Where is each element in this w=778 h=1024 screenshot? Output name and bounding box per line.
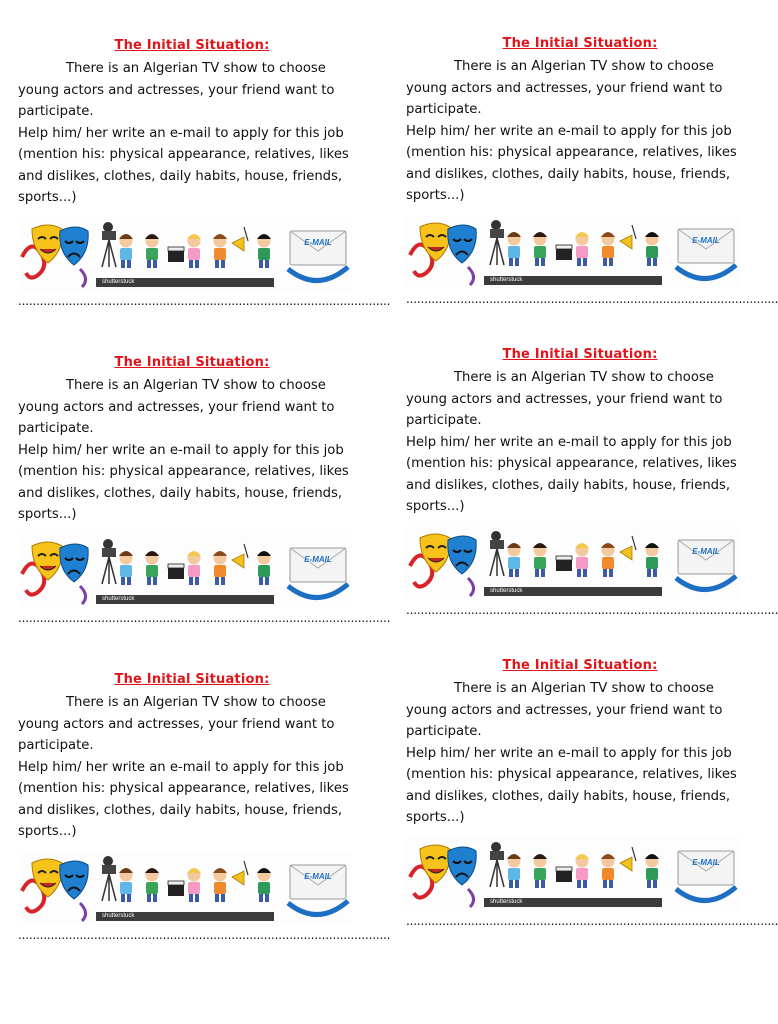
megaphone-icon: [620, 225, 636, 249]
answer-line[interactable]: .......................................................................................................: [18, 293, 391, 308]
card-task-text: Help him/ her write an e-mail to apply for this job (mention his: physical appearance, relatives, likes and dislikes, clothes, daily habits, house, friends, sports...): [406, 123, 737, 203]
worksheet-card-5: [18, 672, 391, 942]
card-intro-text: There is an Algerian TV show to choose young actors and actresses, your friend want to participate.: [18, 378, 335, 436]
card-title: The Initial Situation:: [114, 355, 270, 370]
megaphone-icon: [232, 544, 248, 568]
child-actor-icon: [187, 551, 201, 585]
watermark-text: shutterstuck: [490, 898, 523, 905]
comedy-tragedy-masks-icon: [420, 534, 476, 574]
watermark-text: shutterstuck: [490, 276, 523, 283]
email-envelope-icon: [288, 548, 348, 598]
megaphone-icon: [620, 536, 636, 560]
child-actor-icon: [145, 551, 159, 585]
child-actor-icon: [257, 234, 271, 268]
child-actor-icon: [507, 543, 521, 577]
card-task-text: Help him/ her write an e-mail to apply for this job (mention his: physical appearance, relatives, likes and dislikes, clothes, daily habits, house, friends, sports...): [406, 745, 737, 825]
child-actor-icon: [507, 854, 521, 888]
theatre-banner-image: [406, 526, 740, 600]
clapperboard-icon: [556, 245, 572, 260]
theatre-banner-image: [406, 837, 740, 911]
comedy-tragedy-masks-icon: [32, 225, 88, 265]
email-envelope-icon: [676, 229, 736, 279]
child-actor-icon: [601, 543, 615, 577]
card-task-text: Help him/ her write an e-mail to apply for this job (mention his: physical appearance, relatives, likes and dislikes, clothes, daily habits, house, friends, sports...): [18, 125, 349, 205]
child-actor-icon: [145, 868, 159, 902]
clapperboard-icon: [556, 556, 572, 571]
watermark-text: shutterstuck: [102, 595, 135, 602]
card-title: The Initial Situation:: [502, 658, 658, 673]
child-actor-icon: [533, 543, 547, 577]
comedy-tragedy-masks-icon: [420, 845, 476, 885]
clapperboard-icon: [168, 881, 184, 896]
worksheet-card-3: [18, 355, 391, 625]
theatre-banner-image: [18, 851, 352, 925]
film-camera-icon: [490, 531, 504, 576]
email-envelope-icon: [676, 851, 736, 901]
email-badge-label: E-MAIL: [692, 235, 720, 245]
child-actor-icon: [533, 232, 547, 266]
email-envelope-icon: [676, 540, 736, 590]
worksheet-card-2: [406, 36, 778, 306]
card-intro-text: There is an Algerian TV show to choose young actors and actresses, your friend want to participate.: [18, 61, 335, 119]
watermark-text: shutterstuck: [490, 587, 523, 594]
child-actor-icon: [119, 234, 133, 268]
megaphone-icon: [232, 227, 248, 251]
card-task-text: Help him/ her write an e-mail to apply for this job (mention his: physical appearance, relatives, likes and dislikes, clothes, daily habits, house, friends, sports...): [18, 759, 349, 839]
card-title: The Initial Situation:: [502, 347, 658, 362]
email-badge-label: E-MAIL: [304, 237, 332, 247]
card-task-text: Help him/ her write an e-mail to apply for this job (mention his: physical appearance, relatives, likes and dislikes, clothes, daily habits, house, friends, sports...): [18, 442, 349, 522]
child-actor-icon: [645, 854, 659, 888]
answer-line[interactable]: .......................................................................................................: [18, 610, 391, 625]
child-actor-icon: [145, 234, 159, 268]
comedy-tragedy-masks-icon: [420, 223, 476, 263]
comedy-tragedy-masks-icon: [32, 542, 88, 582]
child-actor-icon: [575, 232, 589, 266]
email-badge-label: E-MAIL: [692, 857, 720, 867]
child-actor-icon: [533, 854, 547, 888]
comedy-tragedy-masks-icon: [32, 859, 88, 899]
card-task-text: Help him/ her write an e-mail to apply for this job (mention his: physical appearance, relatives, likes and dislikes, clothes, daily habits, house, friends, sports...): [406, 434, 737, 514]
email-badge-label: E-MAIL: [304, 554, 332, 564]
film-camera-icon: [102, 222, 116, 267]
email-badge-label: E-MAIL: [304, 871, 332, 881]
watermark-text: shutterstuck: [102, 912, 135, 919]
email-envelope-icon: [288, 231, 348, 281]
film-camera-icon: [490, 220, 504, 265]
clapperboard-icon: [168, 247, 184, 262]
answer-line[interactable]: .......................................................................................................: [18, 927, 391, 942]
megaphone-icon: [620, 847, 636, 871]
card-intro-text: There is an Algerian TV show to choose young actors and actresses, your friend want to participate.: [18, 695, 335, 753]
film-camera-icon: [490, 842, 504, 887]
child-actor-icon: [213, 234, 227, 268]
watermark-text: shutterstuck: [102, 278, 135, 285]
card-title: The Initial Situation:: [114, 38, 270, 53]
child-actor-icon: [601, 232, 615, 266]
theatre-banner-image: [406, 215, 740, 289]
card-intro-text: There is an Algerian TV show to choose young actors and actresses, your friend want to participate.: [406, 59, 723, 117]
megaphone-icon: [232, 861, 248, 885]
child-actor-icon: [119, 868, 133, 902]
email-badge-label: E-MAIL: [692, 546, 720, 556]
worksheet-card-4: [406, 347, 778, 617]
answer-line[interactable]: .......................................................................................................: [406, 602, 778, 617]
theatre-banner-image: [18, 534, 352, 608]
child-actor-icon: [507, 232, 521, 266]
child-actor-icon: [213, 551, 227, 585]
worksheet-card-1: [18, 38, 391, 308]
child-actor-icon: [213, 868, 227, 902]
film-camera-icon: [102, 856, 116, 901]
email-envelope-icon: [288, 865, 348, 915]
theatre-banner-image: [18, 217, 352, 291]
child-actor-icon: [645, 232, 659, 266]
answer-line[interactable]: .......................................................................................................: [406, 291, 778, 306]
card-intro-text: There is an Algerian TV show to choose young actors and actresses, your friend want to participate.: [406, 370, 723, 428]
card-intro-text: There is an Algerian TV show to choose young actors and actresses, your friend want to participate.: [406, 681, 723, 739]
clapperboard-icon: [168, 564, 184, 579]
child-actor-icon: [187, 234, 201, 268]
child-actor-icon: [575, 854, 589, 888]
child-actor-icon: [645, 543, 659, 577]
clapperboard-icon: [556, 867, 572, 882]
child-actor-icon: [257, 551, 271, 585]
worksheet-card-6: [406, 658, 778, 928]
child-actor-icon: [575, 543, 589, 577]
answer-line[interactable]: .......................................................................................................: [406, 913, 778, 928]
card-title: The Initial Situation:: [114, 672, 270, 687]
film-camera-icon: [102, 539, 116, 584]
child-actor-icon: [119, 551, 133, 585]
child-actor-icon: [187, 868, 201, 902]
card-title: The Initial Situation:: [502, 36, 658, 51]
child-actor-icon: [601, 854, 615, 888]
child-actor-icon: [257, 868, 271, 902]
